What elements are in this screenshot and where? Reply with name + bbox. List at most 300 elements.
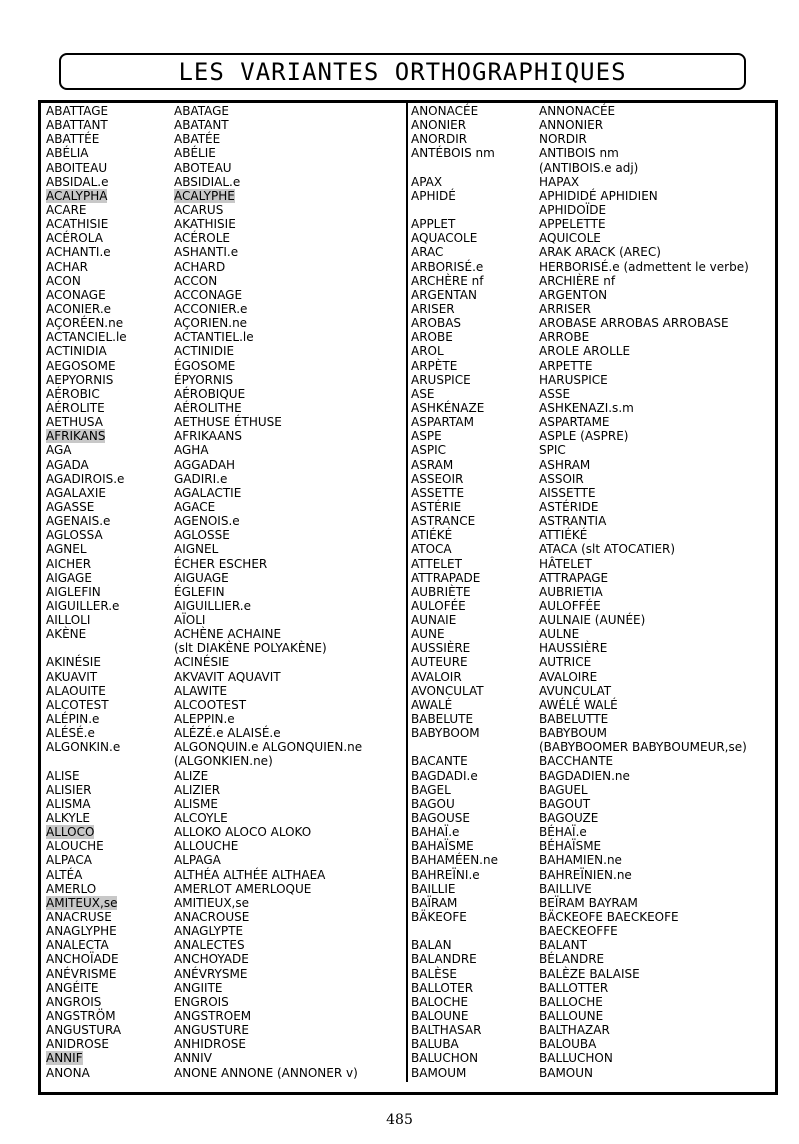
- headword: ANONA: [46, 1065, 90, 1080]
- variant-spelling: ANGUSTURE: [174, 1023, 249, 1038]
- table-row: [46, 401, 362, 415]
- headword: AGNEL: [46, 542, 87, 557]
- table-row: [46, 797, 362, 811]
- headword: ASSETTE: [411, 485, 465, 500]
- variant-spelling: APPELETTE: [539, 217, 606, 232]
- variant-spelling: AISSETTE: [539, 485, 596, 500]
- table-row: [411, 910, 749, 924]
- variant-spelling: ALIZIER: [174, 782, 221, 797]
- variant-spelling: ARRISER: [539, 301, 591, 316]
- table-row: [411, 585, 749, 599]
- headword: BAGOU: [411, 796, 455, 811]
- table-row: [46, 104, 362, 118]
- headword: AROBAS: [411, 316, 462, 331]
- variant-spelling: AIGUAGE: [174, 570, 229, 585]
- headword: BÄKEOFE: [411, 910, 467, 925]
- headword: AGADA: [46, 457, 89, 472]
- headword: BABELUTE: [411, 712, 474, 727]
- headword: BALUBA: [411, 1037, 459, 1052]
- headword: ALAOUITE: [46, 683, 106, 698]
- variant-spelling: NORDIR: [539, 132, 587, 147]
- variant-spelling: ABATANT: [174, 118, 229, 133]
- headword: ACONAGE: [46, 287, 106, 302]
- headword: BAGEL: [411, 782, 451, 797]
- headword: AGENAIS.e: [46, 514, 111, 529]
- table-row: [46, 557, 362, 571]
- headword: ALLOCO: [46, 825, 95, 840]
- variant-spelling: ARCHIÈRE nf: [539, 273, 616, 288]
- table-row: [46, 132, 362, 146]
- table-row: [411, 443, 749, 457]
- headword: ARAC: [411, 245, 444, 260]
- variant-spelling: BAGOUZE: [539, 811, 599, 826]
- table-row: [46, 344, 362, 358]
- variant-spelling: AGALACTIE: [174, 485, 242, 500]
- variant-spelling: AGGADAH: [174, 457, 236, 472]
- variant-spelling: HARUSPICE: [539, 372, 608, 387]
- variant-spelling: BAECKEOFFE: [539, 924, 618, 939]
- table-row: [46, 175, 362, 189]
- headword: ATIÉKÉ: [411, 528, 453, 543]
- headword: BALUCHON: [411, 1051, 479, 1066]
- headword: BALÈSE: [411, 966, 457, 981]
- table-row: [411, 825, 749, 839]
- variant-spelling: ARROBE: [539, 330, 590, 345]
- variant-spelling: ALGONQUIN.e ALGONQUIEN.ne: [174, 740, 363, 755]
- page-title: LES VARIANTES ORTHOGRAPHIQUES: [59, 53, 746, 90]
- table-row: [411, 387, 749, 401]
- variant-spelling: ASPLE (ASPRE): [539, 429, 629, 444]
- page-number: 485: [386, 1112, 413, 1128]
- table-row: [46, 1037, 362, 1051]
- headword: ATOCA: [411, 542, 452, 557]
- table-row: [411, 486, 749, 500]
- headword: ALOUCHE: [46, 839, 104, 854]
- table-row: [411, 401, 749, 415]
- table-row: [46, 769, 362, 783]
- table-row: [46, 330, 362, 344]
- variant-spelling: AKATHISIE: [174, 217, 236, 232]
- headword: ARGENTAN: [411, 287, 477, 302]
- table-row: [46, 1066, 362, 1080]
- variant-spelling: AIGUILLIER.e: [174, 598, 251, 613]
- headword: ACHAR: [46, 259, 88, 274]
- headword: AIGUILLER.e: [46, 598, 120, 613]
- headword: ARBORISÉ.e: [411, 259, 484, 274]
- variant-spelling: AROLE AROLLE: [539, 344, 631, 359]
- table-row: [411, 316, 749, 330]
- table-row: [46, 726, 362, 740]
- headword: BAÏRAM: [411, 895, 458, 910]
- table-row: [46, 740, 362, 754]
- table-row: [46, 754, 362, 768]
- headword: BAHAÏSME: [411, 839, 474, 854]
- headword: AUTEURE: [411, 655, 468, 670]
- table-row: [411, 967, 749, 981]
- table-row: [411, 231, 749, 245]
- table-row: [46, 981, 362, 995]
- headword: ACHANTI.e: [46, 245, 111, 260]
- headword: ALCOTEST: [46, 697, 109, 712]
- table-row: [46, 825, 362, 839]
- variant-spelling: BAGUEL: [539, 782, 588, 797]
- table-row: [46, 189, 362, 203]
- headword: ACTANCIEL.le: [46, 330, 127, 345]
- variant-spelling: AETHUSE ÉTHUSE: [174, 415, 282, 430]
- table-row: [46, 458, 362, 472]
- variant-spelling: ALÉZÉ.e ALAISÉ.e: [174, 726, 281, 741]
- variant-spelling: SPIC: [539, 443, 566, 458]
- table-row: [46, 387, 362, 401]
- headword: ATTELET: [411, 556, 462, 571]
- table-row: [46, 288, 362, 302]
- variant-spelling: ANÉVRYSME: [174, 966, 248, 981]
- table-row: [411, 359, 749, 373]
- headword: APHIDÉ: [411, 188, 456, 203]
- variant-spelling: ACALYPHE: [174, 188, 235, 203]
- headword: ACON: [46, 273, 81, 288]
- column-divider: [406, 102, 408, 1082]
- table-row: [46, 896, 362, 910]
- headword: ACARE: [46, 202, 87, 217]
- headword: ANACRUSE: [46, 910, 112, 925]
- table-row: [46, 316, 362, 330]
- table-row: [46, 542, 362, 556]
- variant-spelling: ALAWITE: [174, 683, 228, 698]
- table-row: [411, 896, 749, 910]
- table-row: [46, 359, 362, 373]
- variant-spelling: ANTIBOIS nm: [539, 146, 619, 161]
- variant-spelling: ABÉLIE: [174, 146, 216, 161]
- headword: AEGOSOME: [46, 358, 116, 373]
- table-row: [411, 245, 749, 259]
- headword: AQUACOLE: [411, 231, 478, 246]
- table-row: [46, 839, 362, 853]
- variant-spelling: BÉLANDRE: [539, 952, 605, 967]
- table-row: [46, 514, 362, 528]
- headword: AÉROLITE: [46, 400, 105, 415]
- variant-spelling: ACÉROLE: [174, 231, 231, 246]
- variant-spelling: ATTIÉKÉ: [539, 528, 588, 543]
- variant-spelling: ÉPYORNIS: [174, 372, 234, 387]
- headword: ALISE: [46, 768, 80, 783]
- headword: ANGSTRÖM: [46, 1009, 116, 1023]
- variant-spelling: ÉCHER ESCHER: [174, 556, 268, 571]
- table-row: [411, 161, 749, 175]
- table-row: [46, 260, 362, 274]
- headword: AVONCULAT: [411, 683, 484, 698]
- variant-spelling: ANALECTES: [174, 938, 245, 953]
- table-row: [46, 641, 362, 655]
- variant-spelling: ASSE: [539, 386, 571, 401]
- table-row: [411, 641, 749, 655]
- headword: ALISIER: [46, 782, 92, 797]
- table-row: [46, 853, 362, 867]
- headword: AROBE: [411, 330, 453, 345]
- headword: ABATTÉE: [46, 132, 100, 147]
- table-row: [46, 952, 362, 966]
- table-row: [46, 655, 362, 669]
- variant-spelling: AWÉLÉ WALÉ: [539, 697, 618, 712]
- headword: ANONACÉE: [411, 104, 479, 118]
- table-row: [411, 104, 749, 118]
- table-row: [46, 698, 362, 712]
- variant-spelling: ALISME: [174, 796, 218, 811]
- headword: ANTÉBOIS nm: [411, 146, 495, 161]
- table-row: [411, 373, 749, 387]
- table-row: [46, 924, 362, 938]
- variant-spelling: ARPETTE: [539, 358, 593, 373]
- table-row: [46, 967, 362, 981]
- variant-spelling: ACARUS: [174, 202, 224, 217]
- headword: ABATTAGE: [46, 104, 109, 118]
- headword: ALTÉA: [46, 867, 83, 882]
- headword: ASPIC: [411, 443, 446, 458]
- variant-spelling: ANCHOYADE: [174, 952, 249, 967]
- table-row: [411, 868, 749, 882]
- headword: BAILLIE: [411, 881, 456, 896]
- headword: AGALAXIE: [46, 485, 107, 500]
- table-row: [411, 981, 749, 995]
- table-row: [411, 797, 749, 811]
- variant-spelling: ALIZE: [174, 768, 209, 783]
- table-row: [411, 924, 749, 938]
- headword: APPLET: [411, 217, 456, 232]
- headword: ARISER: [411, 301, 455, 316]
- variant-spelling: ATACA (slt ATOCATIER): [539, 542, 676, 557]
- headword: AICHER: [46, 556, 92, 571]
- variant-spelling: ACCONAGE: [174, 287, 243, 302]
- variant-spelling: HAPAX: [539, 174, 580, 189]
- variant-spelling: AVALOIRE: [539, 669, 598, 684]
- variant-spelling: HAUSSIÈRE: [539, 641, 608, 656]
- table-row: [46, 429, 362, 443]
- variant-spelling: BABELUTTE: [539, 712, 609, 727]
- table-row: [46, 528, 362, 542]
- table-row: [46, 627, 362, 641]
- table-row: [411, 811, 749, 825]
- variant-spelling: ANGIITE: [174, 980, 223, 995]
- headword: ALPACA: [46, 853, 92, 868]
- headword: ASTRANCE: [411, 514, 476, 529]
- variant-spelling: BAMOUN: [539, 1065, 593, 1080]
- table-row: [411, 146, 749, 160]
- table-row: [46, 868, 362, 882]
- table-row: [411, 189, 749, 203]
- table-row: [411, 528, 749, 542]
- variant-spelling: GADIRI.e: [174, 471, 228, 486]
- headword: ANAGLYPHE: [46, 924, 117, 939]
- variant-spelling: BEÏRAM BAYRAM: [539, 895, 638, 910]
- table-row: [411, 613, 749, 627]
- table-row: [411, 571, 749, 585]
- headword: AKÈNE: [46, 627, 87, 642]
- variant-spelling: ASHANTI.e: [174, 245, 239, 260]
- variant-spelling: ALPAGA: [174, 853, 221, 868]
- table-row: [411, 344, 749, 358]
- headword: BALLOTER: [411, 980, 474, 995]
- table-row: [46, 486, 362, 500]
- table-row: [46, 274, 362, 288]
- headword: AVALOIR: [411, 669, 462, 684]
- table-row: [411, 670, 749, 684]
- headword: AMITEUX,se: [46, 895, 118, 910]
- variant-spelling: ANHIDROSE: [174, 1037, 246, 1052]
- variant-spelling: APHIDIDÉ APHIDIEN: [539, 188, 658, 203]
- table-row: [411, 1009, 749, 1023]
- variant-spelling: ARAK ARACK (AREC): [539, 245, 661, 260]
- table-row: [411, 217, 749, 231]
- variant-spelling: BAHREÏNIEN.ne: [539, 867, 632, 882]
- variant-spelling: BAHAMIEN.ne: [539, 853, 622, 868]
- headword: BALTHASAR: [411, 1023, 482, 1038]
- variant-spelling: BALÈZE BALAISE: [539, 966, 640, 981]
- variant-spelling: AMERLOT AMERLOQUE: [174, 881, 312, 896]
- table-row: [411, 330, 749, 344]
- variant-spelling: BALLOCHE: [539, 994, 603, 1009]
- headword: ANALECTA: [46, 938, 109, 953]
- headword: AGADIROIS.e: [46, 471, 125, 486]
- headword: AÇORÉEN.ne: [46, 316, 124, 331]
- table-row: [411, 1051, 749, 1065]
- variant-spelling: BALANT: [539, 938, 587, 953]
- table-row: [411, 995, 749, 1009]
- variant-spelling: HERBORISÉ.e (admettent le verbe): [539, 259, 749, 274]
- variant-spelling: AGACE: [174, 499, 216, 514]
- table-row: [46, 217, 362, 231]
- headword: ASRAM: [411, 457, 454, 472]
- headword: ANNIF: [46, 1051, 83, 1066]
- table-row: [411, 500, 749, 514]
- headword: AMERLO: [46, 881, 97, 896]
- variant-spelling: ALCOYLE: [174, 811, 228, 826]
- variant-spelling: AULNAIE (AUNÉE): [539, 613, 646, 628]
- table-row: [46, 1023, 362, 1037]
- table-row: [411, 726, 749, 740]
- variant-spelling: AUTRICE: [539, 655, 592, 670]
- variant-spelling: AGHA: [174, 443, 209, 458]
- variant-spelling: AQUICOLE: [539, 231, 601, 246]
- variant-spelling: ANACROUSE: [174, 910, 250, 925]
- variant-spelling: ALLOUCHE: [174, 839, 239, 854]
- table-row: [411, 1066, 749, 1080]
- table-row: [46, 910, 362, 924]
- headword: BAHAMÉEN.ne: [411, 853, 498, 868]
- table-row: [411, 754, 749, 768]
- table-row: [411, 1037, 749, 1051]
- headword: ASE: [411, 386, 435, 401]
- variant-spelling: AUBRIETIA: [539, 584, 603, 599]
- variant-spelling: BALLOUNE: [539, 1009, 604, 1023]
- table-row: [411, 712, 749, 726]
- table-row: [46, 670, 362, 684]
- table-row: [46, 118, 362, 132]
- headword: ANIDROSE: [46, 1037, 109, 1052]
- variant-spelling: ALEPPIN.e: [174, 712, 235, 727]
- variant-spelling: ACTINIDIE: [174, 344, 235, 359]
- headword: BAGDADI.e: [411, 768, 478, 783]
- headword: ANORDIR: [411, 132, 468, 147]
- headword: BAGOUSE: [411, 811, 470, 826]
- table-row: [411, 1023, 749, 1037]
- variant-spelling: AKVAVIT AQUAVIT: [174, 669, 281, 684]
- variant-spelling: AVUNCULAT: [539, 683, 612, 698]
- table-row: [46, 783, 362, 797]
- headword: AGLOSSA: [46, 528, 103, 543]
- variant-spelling: ACTANTIEL.le: [174, 330, 254, 345]
- table-row: [411, 302, 749, 316]
- headword: AWALÉ: [411, 697, 453, 712]
- variant-spelling: AIGNEL: [174, 542, 219, 557]
- headword: BALOUNE: [411, 1009, 469, 1023]
- headword: ALÉPIN.e: [46, 712, 100, 727]
- headword: ABÉLIA: [46, 146, 89, 161]
- table-row: [46, 472, 362, 486]
- headword: AILLOLI: [46, 613, 91, 628]
- table-row: [46, 1051, 362, 1065]
- table-row: [46, 571, 362, 585]
- headword: ANGUSTURA: [46, 1023, 122, 1038]
- variant-spelling: ACCON: [174, 273, 218, 288]
- variant-spelling: AMITIEUX,se: [174, 895, 250, 910]
- headword: AETHUSA: [46, 415, 103, 430]
- variant-spelling: ACHARD: [174, 259, 226, 274]
- variant-spelling: BALLOTTER: [539, 980, 609, 995]
- variant-spelling: ASTRANTIA: [539, 514, 607, 529]
- table-row: [46, 443, 362, 457]
- variant-spelling: BÄCKEOFE BAECKEOFE: [539, 910, 679, 925]
- headword: ASPARTAM: [411, 415, 474, 430]
- table-row: [411, 118, 749, 132]
- table-row: [46, 245, 362, 259]
- headword: ANÉVRISME: [46, 966, 117, 981]
- headword: ASSEOIR: [411, 471, 464, 486]
- table-row: [46, 203, 362, 217]
- variant-spelling: (ALGONKIEN.ne): [174, 754, 273, 769]
- headword: AÉROBIC: [46, 386, 100, 401]
- headword: ATTRAPADE: [411, 570, 481, 585]
- table-row: [411, 274, 749, 288]
- headword: ABOITEAU: [46, 160, 108, 175]
- variant-spelling: ABOTEAU: [174, 160, 232, 175]
- variant-spelling: BALTHAZAR: [539, 1023, 610, 1038]
- table-row: [411, 203, 749, 217]
- table-row: [411, 132, 749, 146]
- headword: BAMOUM: [411, 1065, 467, 1080]
- variant-spelling: ASHKENAZI.s.m: [539, 400, 634, 415]
- table-row: [411, 740, 749, 754]
- headword: ANGROIS: [46, 994, 102, 1009]
- table-row: [46, 585, 362, 599]
- table-row: [411, 175, 749, 189]
- table-row: [46, 161, 362, 175]
- variant-spelling: ALCOOTEST: [174, 697, 247, 712]
- variant-spelling: AÇORIEN.ne: [174, 316, 248, 331]
- variant-spelling: ABSIDIAL.e: [174, 174, 241, 189]
- headword: BALANDRE: [411, 952, 477, 967]
- variant-spelling: BALLUCHON: [539, 1051, 613, 1066]
- headword: BALOCHE: [411, 994, 469, 1009]
- table-row: [46, 599, 362, 613]
- variant-spelling: ÉGOSOME: [174, 358, 236, 373]
- headword: ALKYLE: [46, 811, 90, 826]
- headword: AUBRIÈTE: [411, 584, 471, 599]
- headword: ABSIDAL.e: [46, 174, 109, 189]
- headword: ASTÉRIE: [411, 499, 462, 514]
- variant-spelling: ANAGLYPTE: [174, 924, 244, 939]
- table-row: [46, 811, 362, 825]
- table-row: [411, 769, 749, 783]
